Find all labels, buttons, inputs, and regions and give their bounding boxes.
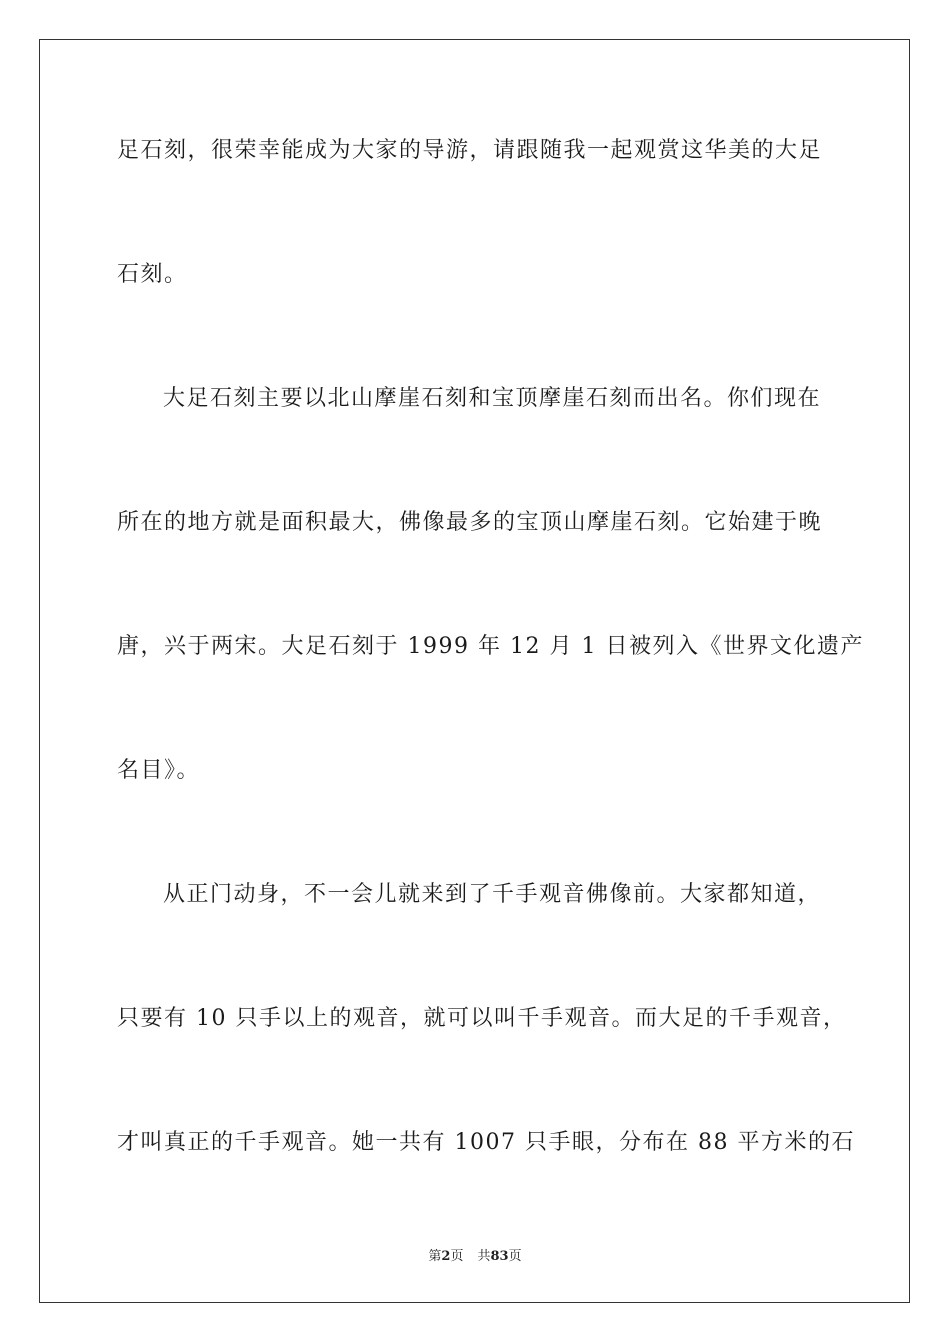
text-line: 才叫真正的千手观音。她一共有 1007 只手眼，分布在 88 平方米的石 <box>117 1130 855 1155</box>
text-line: 足石刻，很荣幸能成为大家的导游，请跟随我一起观赏这华美的大足 <box>117 138 823 163</box>
text-line: 唐，兴于两宋。大足石刻于 1999 年 12 月 1 日被列入《世界文化遗产 <box>117 634 864 659</box>
page-border <box>39 39 910 1303</box>
paragraph-start-line: 大足石刻主要以北山摩崖石刻和宝顶摩崖石刻而出名。你们现在 <box>163 386 822 411</box>
footer-page-suffix: 页 <box>450 1249 464 1264</box>
text-line: 石刻。 <box>117 262 188 287</box>
footer-prefix: 第 <box>428 1249 442 1264</box>
paragraph-start-line: 从正门动身，不一会儿就来到了千手观音佛像前。大家都知道， <box>163 882 822 907</box>
text-line: 只要有 10 只手以上的观音，就可以叫千手观音。而大足的千手观音， <box>117 1006 847 1031</box>
text-line: 所在的地方就是面积最大，佛像最多的宝顶山摩崖石刻。它始建于晚 <box>117 510 823 535</box>
total-pages-number: 83 <box>490 1249 509 1264</box>
page-footer <box>0 1248 950 1266</box>
footer-total-prefix: 共 <box>477 1249 491 1264</box>
text-line: 名目》。 <box>117 758 201 783</box>
footer-total-suffix: 页 <box>508 1249 522 1264</box>
current-page-number: 2 <box>441 1249 451 1264</box>
